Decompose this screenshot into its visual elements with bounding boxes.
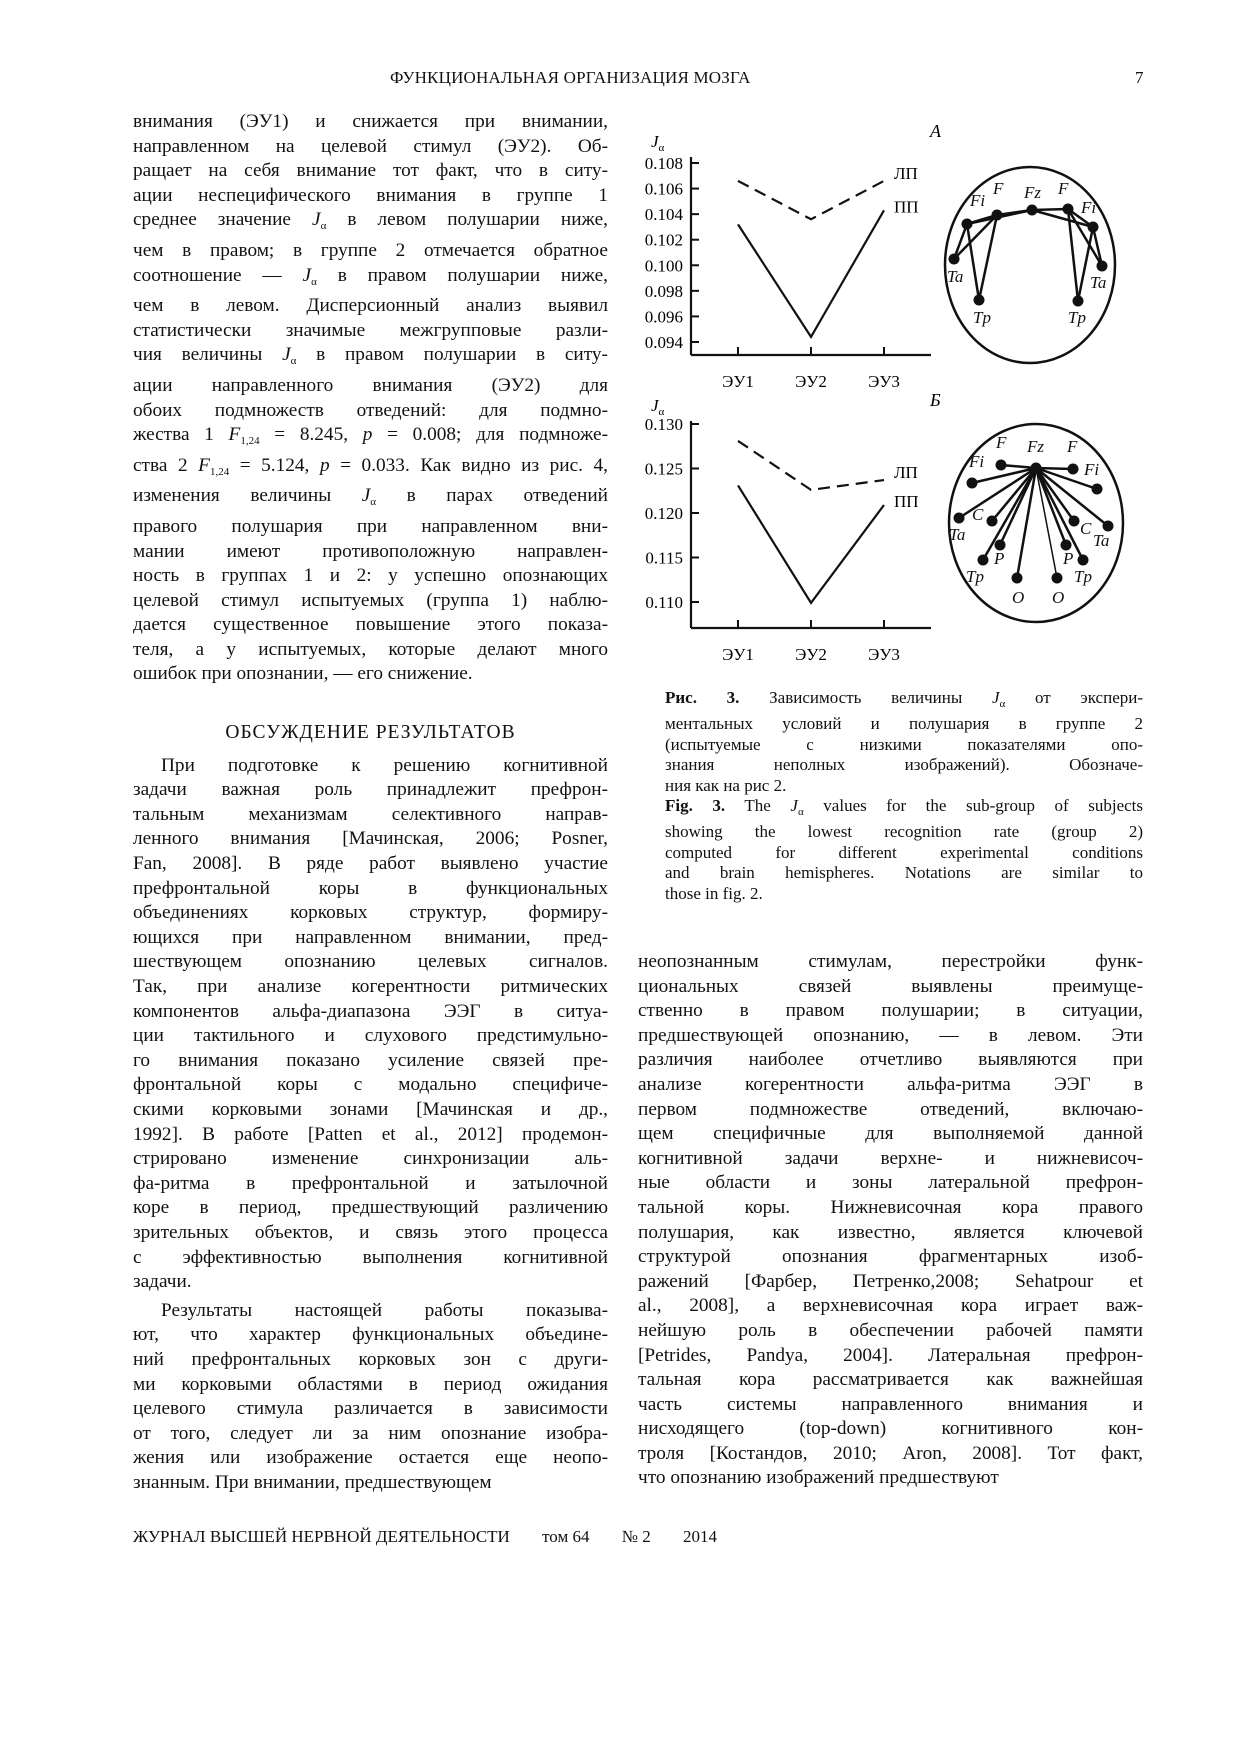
text-line: различия наиболее отчетливо выявляются при bbox=[638, 1049, 1143, 1071]
text-line: (испытуемые с низкими показателями опо- bbox=[665, 734, 1143, 754]
svg-text:Fi: Fi bbox=[970, 191, 986, 210]
text-line: ные области и зоны латеральной префрон- bbox=[638, 1172, 1143, 1194]
text-line: тальной коры. Нижневисочная кора правого bbox=[638, 1196, 1143, 1218]
text-line: ность в группах 1 и 2: у успешно опознающих bbox=[133, 565, 608, 587]
journal-footer bbox=[133, 1527, 745, 1547]
text-line: ации неспецифического внимания в группе 1 bbox=[133, 184, 608, 206]
panel-b-label: Б bbox=[930, 390, 941, 410]
series-line-dashed bbox=[738, 441, 884, 490]
svg-text:P: P bbox=[994, 549, 1005, 568]
text-line: фа-ритма в префронтальной и затылочной bbox=[133, 1172, 608, 1194]
svg-text:P: P bbox=[1063, 549, 1074, 568]
text-line: троля [Костандов, 2010; Aron, 2008]. Тот факт, bbox=[638, 1442, 1143, 1464]
text-line: неопознанным стимулам, перестройки функ- bbox=[638, 951, 1143, 972]
text-line: анализе когерентности альфа-ритма ЭЭГ в bbox=[638, 1073, 1143, 1095]
y-tick-label: 0.104 bbox=[644, 205, 683, 225]
text-line: соотношение — $J_\alpha$ в правом полушарии ниже, bbox=[133, 264, 608, 288]
page-number: 7 bbox=[1135, 68, 1144, 87]
text-line: когнитивной задачи верхне- и нижневисоч- bbox=[638, 1147, 1143, 1169]
svg-text:F: F bbox=[996, 433, 1007, 452]
text-line: ют, что характер функциональных объедине- bbox=[133, 1324, 608, 1346]
svg-text:Tp: Tp bbox=[1068, 308, 1086, 327]
text-line: ращает на себя внимание тот факт, что в ситу- bbox=[133, 160, 608, 182]
text-line: чем в левом. Дисперсионный анализ выявил bbox=[133, 295, 608, 317]
text-line: часть системы направленного внимания и bbox=[638, 1393, 1143, 1415]
caption-ru bbox=[665, 688, 1143, 796]
text-line: теля, а у испытуемых, которые делают много bbox=[133, 638, 608, 660]
head-diagram-b bbox=[949, 424, 1123, 622]
journal-issue: № 2 bbox=[621, 1527, 651, 1546]
series-line-dashed bbox=[738, 181, 884, 219]
svg-text:O: O bbox=[1012, 588, 1025, 607]
legend-label: ЛП bbox=[894, 163, 918, 183]
text-line: знанным. При внимании, предшествующем bbox=[133, 1471, 492, 1493]
text-line: объединениях корковых структур, формиру- bbox=[133, 902, 608, 924]
text-line: ственно в правом полушарии; в ситуации, bbox=[638, 1000, 1143, 1022]
text-line: статистически значимые межгрупповые разли- bbox=[133, 319, 608, 341]
head-diagram-a bbox=[945, 167, 1115, 363]
legend-label: ПП bbox=[894, 197, 919, 217]
svg-text:F: F bbox=[1058, 179, 1069, 198]
series-line-solid bbox=[738, 210, 884, 337]
svg-text:Tp: Tp bbox=[1074, 567, 1092, 586]
text-line: тальным механизмам селективного направ- bbox=[133, 803, 608, 825]
text-line: направленном на целевой стимул (ЭУ2). Об- bbox=[133, 135, 608, 157]
text-line: задачи важная роль принадлежит префрон- bbox=[133, 779, 608, 801]
x-tick-label: ЭУ3 bbox=[868, 645, 900, 664]
text-line: жества 1 $F_{1,24} = 8.245$, p = 0.008; для подмноже- bbox=[133, 424, 609, 448]
paragraph-discussion-1 bbox=[133, 754, 608, 1295]
text-line: правого полушария при направленном вни- bbox=[133, 515, 608, 537]
svg-text:F: F bbox=[993, 179, 1004, 198]
text-line: что опознанию изображений предшествуют bbox=[638, 1467, 999, 1489]
y-tick-label: 0.115 bbox=[645, 548, 683, 568]
legend-label: ЛП bbox=[894, 463, 918, 483]
y-tick-label: 0.108 bbox=[644, 154, 683, 173]
text-line: изменения величины $J_\alpha$ в парах отведений bbox=[133, 485, 608, 509]
text-line: нисходящего (top-down) когнитивного кон- bbox=[638, 1418, 1143, 1440]
text-line: знания неполных изображений). Обозначе- bbox=[665, 755, 1143, 775]
y-tick-label: 0.125 bbox=[644, 459, 683, 479]
y-axis-label: $J_\alpha$ bbox=[651, 132, 665, 154]
text-line: структурой опознания фрагментарных изоб- bbox=[638, 1246, 1143, 1268]
text-line: чия величины $J_\alpha$ в правом полушарии в ситу- bbox=[133, 344, 608, 368]
journal-year: 2014 bbox=[682, 1527, 717, 1546]
journal-volume: том 64 bbox=[542, 1527, 590, 1546]
text-line: чем в правом; в группе 2 отмечается обратное bbox=[133, 239, 608, 261]
y-tick-label: 0.100 bbox=[644, 256, 683, 276]
text-line: showing the lowest recognition rate (group 2) bbox=[665, 822, 1143, 842]
paragraph-right bbox=[638, 950, 1143, 1491]
text-line: ментальных условий и полушария в группе 2 bbox=[665, 714, 1143, 734]
svg-text:Fz: Fz bbox=[1024, 183, 1041, 202]
section-heading: ОБСУЖДЕНИЕ РЕЗУЛЬТАТОВ bbox=[225, 722, 516, 744]
svg-text:Fi: Fi bbox=[1084, 460, 1100, 479]
text-line: ации направленного внимания (ЭУ2) для bbox=[133, 374, 608, 396]
text-line: фронтальной коры с модально специфиче- bbox=[133, 1074, 608, 1096]
text-line: computed for different experimental conditions bbox=[665, 842, 1143, 862]
text-line: ми корковыми областями в период ожидания bbox=[133, 1373, 608, 1395]
chart-panel-a bbox=[645, 132, 931, 391]
svg-text:C: C bbox=[1080, 519, 1092, 538]
text-line: внимания (ЭУ1) и снижается при внимании, bbox=[133, 111, 608, 132]
text-line: целевой стимул испытуемых (группа 1) наблю- bbox=[133, 589, 608, 611]
text-line: ющихся при направленном внимании, пред- bbox=[133, 926, 608, 948]
text-line: ния как на рис 2. bbox=[665, 775, 787, 795]
x-tick-label: ЭУ2 bbox=[795, 372, 827, 391]
text-line: скими корковыми зонами [Мачинская и др., bbox=[133, 1098, 608, 1120]
text-line: Fan, 2008]. В ряде работ выявлено участие bbox=[133, 853, 608, 875]
y-tick-label: 0.098 bbox=[644, 281, 683, 301]
svg-text:F: F bbox=[1067, 437, 1078, 456]
text-line: предшествующей опознанию, — в левом. Эти bbox=[638, 1024, 1143, 1046]
svg-text:Tp: Tp bbox=[966, 567, 984, 586]
y-tick-label: 0.106 bbox=[644, 179, 683, 199]
text-line: мании имеют противоположную направлен- bbox=[133, 540, 608, 562]
series-line-solid bbox=[738, 485, 884, 602]
svg-text:C: C bbox=[972, 505, 984, 524]
text-line: those in fig. 2. bbox=[665, 883, 763, 903]
svg-text:O: O bbox=[1052, 588, 1065, 607]
text-line: коре в период, предшествующий различению bbox=[133, 1197, 608, 1219]
svg-text:Ta: Ta bbox=[949, 525, 966, 544]
text-line: циональных связей выявлены преимуще- bbox=[638, 975, 1143, 997]
left-column bbox=[133, 110, 608, 1495]
y-tick-label: 0.096 bbox=[644, 307, 683, 327]
y-tick-label: 0.102 bbox=[644, 230, 683, 250]
text-line: Так, при анализе когерентности ритмических bbox=[133, 976, 608, 997]
paragraph-results bbox=[133, 110, 608, 687]
text-line: and brain hemispheres. Notations are similar to bbox=[665, 863, 1143, 883]
text-line: ленного внимания [Мачинская, 2006; Posner, bbox=[133, 828, 608, 850]
caption-en bbox=[665, 796, 1143, 904]
x-tick-label: ЭУ3 bbox=[868, 372, 900, 391]
text-line: задачи. bbox=[133, 1271, 192, 1293]
x-tick-label: ЭУ2 bbox=[795, 645, 827, 664]
svg-text:Fi: Fi bbox=[969, 452, 985, 471]
text-line: [Petrides, Pandya, 2004]. Латеральная префрон- bbox=[638, 1344, 1143, 1366]
text-line: ошибок при опознании, — его снижение. bbox=[133, 663, 473, 685]
x-tick-label: ЭУ1 bbox=[722, 372, 754, 391]
text-line: Результаты настоящей работы показыва- bbox=[161, 1299, 608, 1321]
text-line: среднее значение $J_\alpha$ в левом полушарии ниже, bbox=[133, 209, 608, 233]
y-tick-label: 0.110 bbox=[645, 593, 683, 612]
figure-3-graphics bbox=[620, 118, 1160, 678]
text-line: нейшую роль в обеспечении рабочей памяти bbox=[638, 1319, 1143, 1341]
x-tick-label: ЭУ1 bbox=[722, 645, 754, 664]
text-line: компонентов альфа-диапазона ЭЭГ в ситуа- bbox=[133, 1000, 608, 1022]
text-line: 1992]. В работе [Patten et al., 2012] продемон- bbox=[133, 1123, 608, 1145]
y-tick-label: 0.130 bbox=[644, 415, 683, 434]
text-line: жения или изображение остается еще неопо- bbox=[133, 1447, 608, 1469]
right-column bbox=[638, 950, 1143, 1491]
text-line: При подготовке к решению когнитивной bbox=[161, 754, 608, 776]
svg-text:Fz: Fz bbox=[1027, 437, 1044, 456]
chart-panel-b bbox=[645, 396, 931, 664]
text-line: первом подмножестве отведений, включаю- bbox=[638, 1098, 1143, 1120]
text-line: префронтальной коры в функциональных bbox=[133, 877, 608, 899]
text-line: го внимания показано усиление связей пре- bbox=[133, 1049, 608, 1071]
text-line: Fig. 3. The $J_\alpha$ values for the sub-group of subjects bbox=[665, 796, 1143, 819]
y-tick-label: 0.120 bbox=[644, 504, 683, 523]
text-line: зрительных объектов, и связь этого процесса bbox=[133, 1221, 608, 1243]
svg-text:Ta: Ta bbox=[1090, 273, 1107, 292]
text-line: полушария, как известно, является ключевой bbox=[638, 1221, 1143, 1243]
panel-a-label: А bbox=[930, 121, 941, 141]
text-line: щем специфичные для выполняемой данной bbox=[638, 1123, 1143, 1145]
text-line: al., 2008], а верхневисочная кора играет важ- bbox=[638, 1295, 1143, 1317]
text-line: ражений [Фарбер, Петренко,2008; Sehatpour et bbox=[638, 1270, 1143, 1292]
text-line: целевого стимула различается в зависимости bbox=[133, 1398, 608, 1420]
text-line: ства 2 $F_{1,24} = 5.124$, p = 0.033. Как видно из рис. 4, bbox=[133, 454, 608, 478]
legend-label: ПП bbox=[894, 491, 919, 511]
journal-name: ЖУРНАЛ ВЫСШЕЙ НЕРВНОЙ ДЕЯТЕЛЬНОСТИ bbox=[133, 1527, 510, 1546]
text-line: ний префронтальных корковых зон с други- bbox=[133, 1348, 608, 1370]
figure-3 bbox=[620, 118, 1160, 678]
svg-text:Ta: Ta bbox=[1093, 531, 1110, 550]
text-line: обоих подмножеств отведений: для подмно- bbox=[133, 399, 608, 421]
text-line: Рис. 3. Зависимость величины $J_\alpha$ от экспери- bbox=[665, 688, 1143, 710]
running-head: ФУНКЦИОНАЛЬНАЯ ОРГАНИЗАЦИЯ МОЗГА bbox=[390, 68, 751, 87]
text-line: от того, следует ли за ним опознание изобра- bbox=[133, 1422, 608, 1444]
svg-text:Tp: Tp bbox=[973, 308, 991, 327]
text-line: тальная кора рассматривается как важнейшая bbox=[638, 1369, 1143, 1391]
svg-text:Fi: Fi bbox=[1081, 198, 1097, 217]
svg-text:Ta: Ta bbox=[947, 267, 964, 286]
paragraph-discussion-2 bbox=[133, 1299, 608, 1496]
text-line: шествующем опознанию целевых сигналов. bbox=[133, 951, 608, 973]
y-tick-label: 0.094 bbox=[644, 333, 683, 352]
text-line: с эффективностью выполнения когнитивной bbox=[133, 1246, 608, 1268]
text-line: ции тактильного и слухового предстимульно- bbox=[133, 1025, 608, 1047]
text-line: дается существенное повышение этого показа- bbox=[133, 614, 608, 636]
figure-caption bbox=[665, 688, 1143, 904]
y-axis-label: $J_\alpha$ bbox=[651, 396, 665, 418]
text-line: стрировано изменение синхронизации аль- bbox=[133, 1148, 608, 1170]
